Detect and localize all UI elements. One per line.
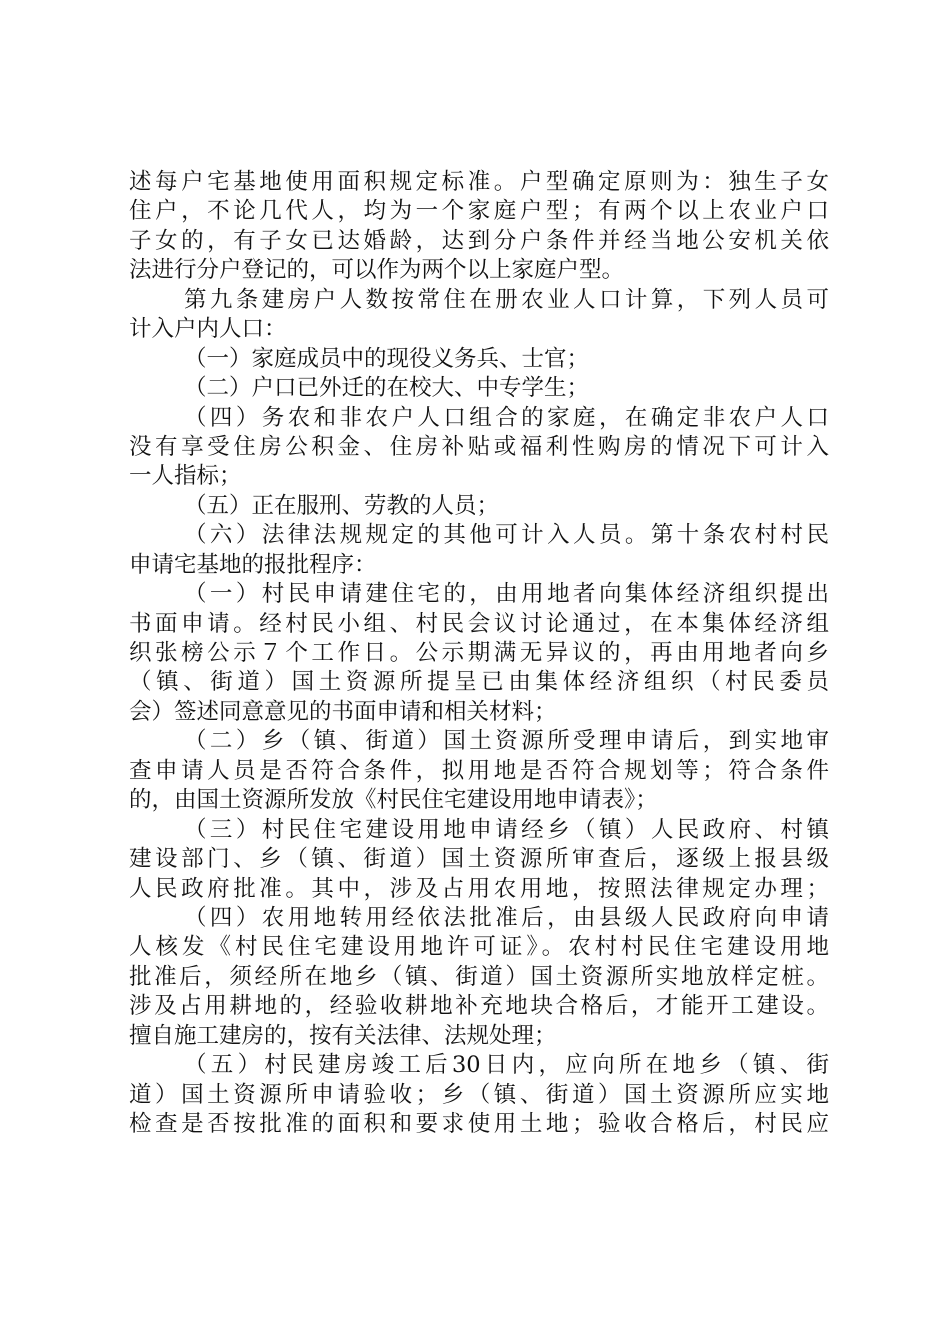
text-line: 述每户宅基地使用面积规定标准。户型确定原则为：独生子女 — [129, 169, 829, 195]
text-line: 涉及占用耕地的，经验收耕地补充地块合格后，才能开工建设。 — [129, 993, 829, 1020]
text-line: （镇、街道）国土资源所提呈已由集体经济组织（村民委员 — [129, 669, 829, 696]
text-line: 书面申请。经村民小组、村民会议讨论通过，在本集体经济组 — [129, 610, 829, 637]
text-line: 没有享受住房公积金、住房补贴或福利性购房的情况下可计入 — [129, 433, 829, 460]
text-line: 子女的，有子女已达婚龄，达到分户条件并经当地公安机关依 — [129, 227, 829, 254]
document-body — [129, 168, 829, 1139]
text-line: 住户，不论几代人，均为一个家庭户型；有两个以上农业户口 — [129, 198, 829, 225]
list-item-line: （四）农用地转用经依法批准后，由县级人民政府向申请 — [184, 904, 829, 931]
list-item-line: （三）村民住宅建设用地申请经乡（镇）人民政府、村镇 — [184, 816, 829, 843]
list-item-line: （五）村民建房竣工后30日内，应向所在地乡（镇、街 — [184, 1052, 829, 1079]
text-line: 道）国土资源所申请验收；乡（镇、街道）国土资源所应实地 — [129, 1081, 829, 1108]
text-line: 计入户内人口： — [129, 316, 287, 343]
article-9-heading-line: 第九条建房户人数按常住在册农业人口计算，下列人员可 — [184, 286, 829, 313]
text-line: 检查是否按批准的面积和要求使用土地；验收合格后，村民应 — [129, 1111, 829, 1137]
text-line: 人民政府批准。其中，涉及占用农用地，按照法律规定办理； — [129, 875, 829, 902]
text-line: 建设部门、乡（镇、街道）国土资源所审查后，逐级上报县级 — [129, 846, 829, 873]
text-line: 一人指标； — [129, 463, 242, 490]
text-line: 法进行分户登记的，可以作为两个以上家庭户型。 — [129, 257, 625, 284]
list-item-line: （五）正在服刑、劳教的人员； — [184, 492, 500, 519]
list-item-line: （一）家庭成员中的现役义务兵、士官； — [184, 345, 590, 372]
list-item-line: （一）村民申请建住宅的，由用地者向集体经济组织提出 — [184, 581, 829, 608]
list-item-line: （二）乡（镇、街道）国土资源所受理申请后，到实地审 — [184, 728, 829, 755]
list-item-line: （二）户口已外迁的在校大、中专学生； — [184, 375, 590, 402]
text-line: 会）签述同意意见的书面申请和相关材料； — [129, 698, 557, 725]
text-line: 查申请人员是否符合条件，拟用地是否符合规划等；符合条件 — [129, 757, 829, 784]
text-line: 人核发《村民住宅建设用地许可证》。农村村民住宅建设用地 — [129, 934, 829, 961]
text-line: 申请宅基地的报批程序： — [129, 551, 377, 578]
text-line: 织张榜公示７个工作日。公示期满无异议的，再由用地者向乡 — [129, 640, 829, 666]
text-line: 擅自施工建房的，按有关法律、法规处理； — [129, 1022, 557, 1049]
list-item-line: （六）法律法规规定的其他可计入人员。第十条农村村民 — [184, 522, 829, 549]
text-line: 的，由国土资源所发放《村民住宅建设用地申请表》； — [129, 787, 658, 814]
list-item-line: （四）务农和非农户人口组合的家庭，在确定非农户人口 — [184, 404, 829, 431]
text-line: 批准后，须经所在地乡（镇、街道）国土资源所实地放样定桩。 — [129, 963, 829, 990]
